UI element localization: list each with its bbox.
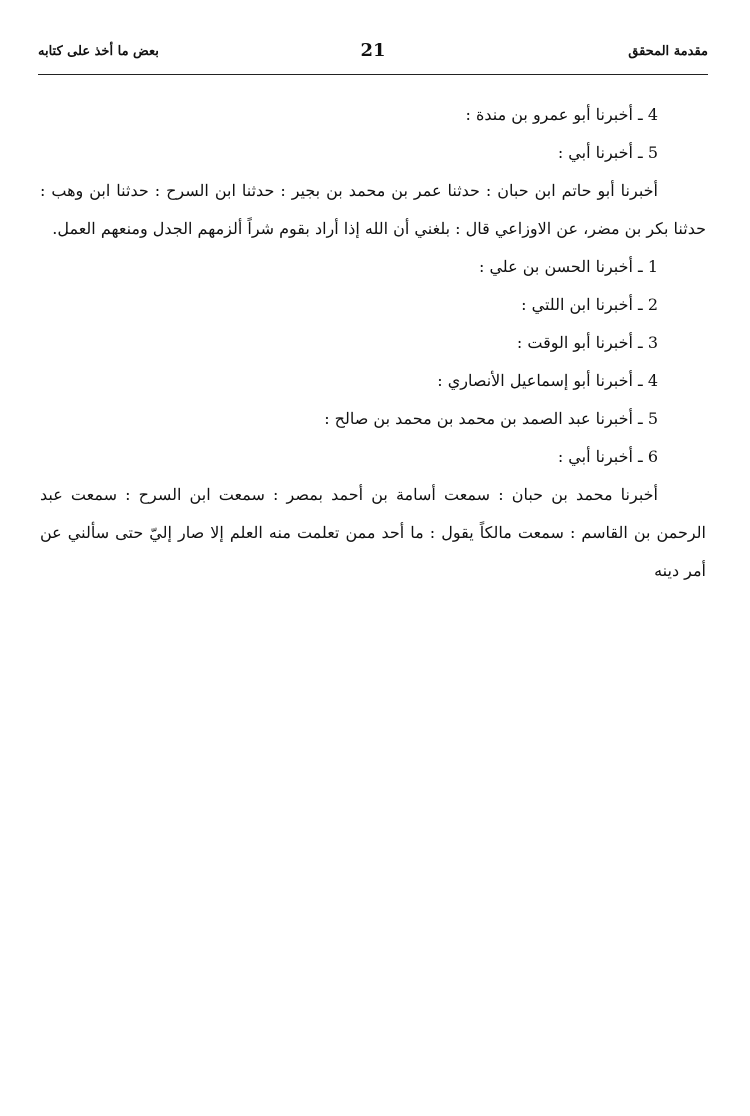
page-number: 21 xyxy=(360,40,386,61)
isnad-line: 6 ـ أخبرنا أبي : xyxy=(557,447,658,466)
isnad-line: 2 ـ أخبرنا ابن اللتي : xyxy=(521,295,658,314)
narration-paragraph: أخبرنا أبو حاتم ابن حبان : حدثنا عمر بن محمد بن بجير : حدثنا ابن السرح : حدثنا ابن وهب : حدثنا بكر بن مضر، عن الاوزاعي قال : بلغني أن الله إذا أراد بقوم شراً ألزمهم الجدل ومنعهم العمل. xyxy=(40,181,706,238)
page-header xyxy=(38,38,708,75)
isnad-line: 5 ـ أخبرنا عبد الصمد بن محمد بن محمد بن صالح : xyxy=(324,409,658,428)
isnad-line: 4 ـ أخبرنا أبو إسماعيل الأنصاري : xyxy=(437,371,658,390)
isnad-line: 3 ـ أخبرنا أبو الوقت : xyxy=(516,333,658,352)
page-body xyxy=(40,96,706,590)
narration-paragraph: أخبرنا محمد بن حبان : سمعت أسامة بن أحمد بمصر : سمعت ابن السرح : سمعت عبد الرحمن بن القاسم : سمعت مالكاً يقول : ما أحد ممن تعلمت منه العلم إلا صار إليّ حتى سألني عن أمر دينه xyxy=(40,485,707,580)
isnad-line: 4 ـ أخبرنا أبو عمرو بن مندة : xyxy=(465,105,658,124)
header-section-title: بعض ما أخذ على كتابه xyxy=(38,44,159,59)
header-chapter-title: مقدمة المحقق xyxy=(628,44,708,59)
isnad-line: 1 ـ أخبرنا الحسن بن علي : xyxy=(478,257,658,276)
isnad-line: 5 ـ أخبرنا أبي : xyxy=(557,143,658,162)
